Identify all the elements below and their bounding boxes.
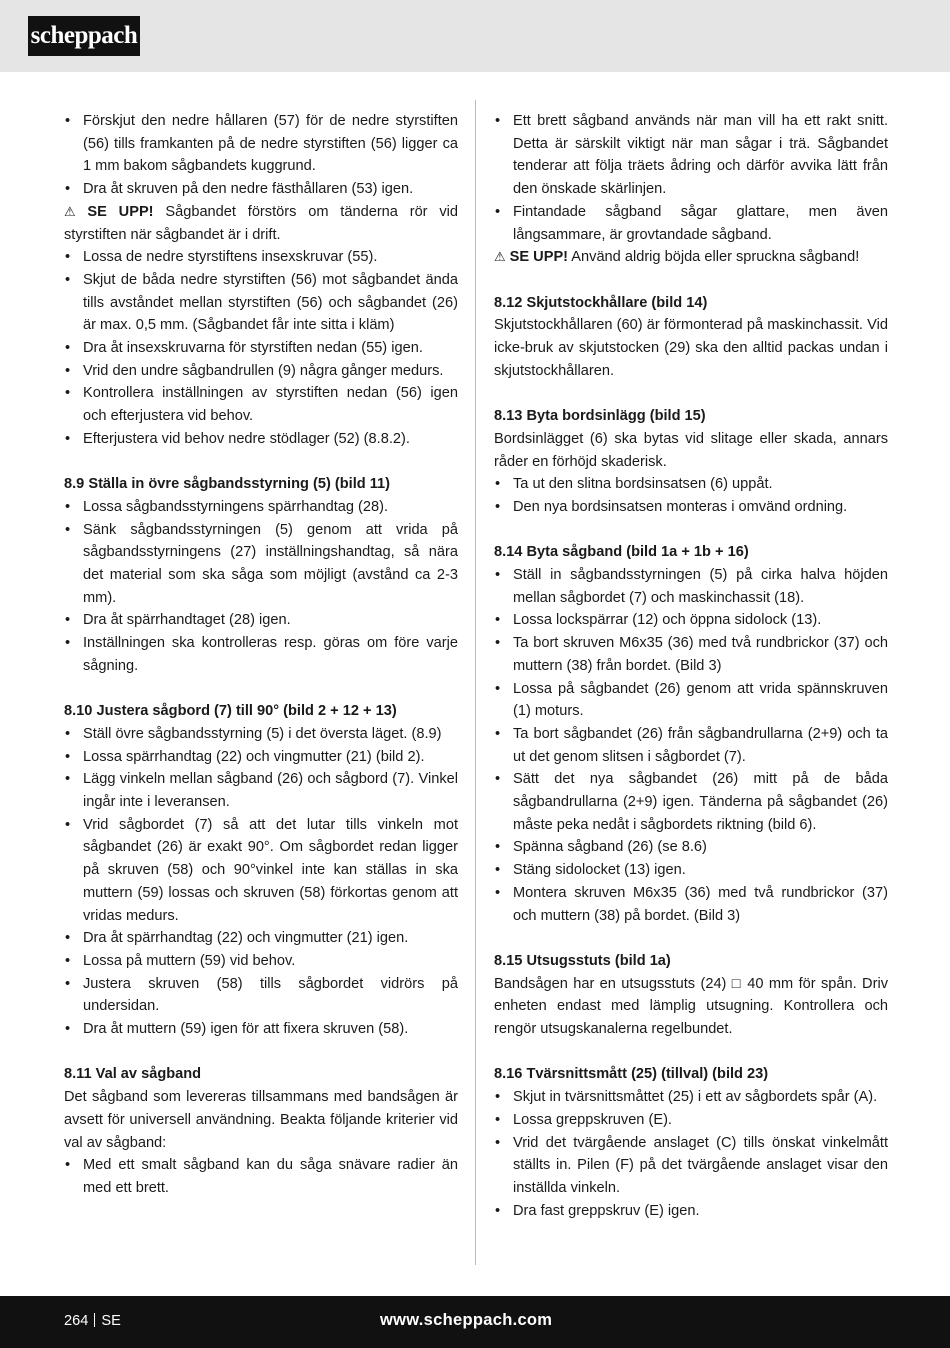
- page-number: 264: [64, 1313, 89, 1329]
- scheppach-logo: scheppach: [28, 16, 140, 56]
- section-heading: 8.16 Tvärsnittsmått (25) (tillval) (bild 23): [494, 1066, 769, 1083]
- list-item: • Dra åt spärrhandtaget (28) igen.: [64, 609, 458, 632]
- list-item: • Dra åt skruven på den nedre fästhållaren (53) igen.: [64, 178, 458, 201]
- list-item: • Efterjustera vid behov nedre stödlager (52) (8.8.2).: [64, 428, 458, 451]
- warning-label: SE UPP!: [87, 203, 154, 220]
- list-item: • Lossa på muttern (59) vid behov.: [64, 950, 458, 973]
- section-paragraph: Det sågband som levereras tillsammans med bandsågen är avsett för universell användning. Beakta följande kriterier vid val av sågband:: [64, 1089, 458, 1151]
- right-column: [494, 110, 888, 1222]
- list-item: • Stäng sidolocket (13) igen.: [494, 859, 888, 882]
- list-item: • Dra åt spärrhandtag (22) och vingmutter (21) igen.: [64, 927, 458, 950]
- list-item: • Lossa sågbandsstyrningens spärrhandtag (28).: [64, 496, 458, 519]
- list-item: • Vrid det tvärgående anslaget (C) tills önskat vinkelmått ställts in. Pilen (F) på det tvärgående anslaget visar den inställda vinkeln.: [494, 1132, 888, 1200]
- list-item: • Förskjut den nedre hållaren (57) för de nedre styrstiften (56) tills framkanten på de nedre styrstiften (56) ligger ca 1 mm bakom sågbandets kuggrund.: [64, 110, 458, 178]
- warning-triangle-icon: ⚠: [64, 203, 84, 219]
- section-heading: 8.13 Byta bordsinlägg (bild 15): [494, 408, 706, 425]
- list-item: • Spänna sågband (26) (se 8.6): [494, 836, 888, 859]
- warning-text: Använd aldrig böjda eller spruckna sågband!: [571, 249, 860, 266]
- list-item: • Lossa lockspärrar (12) och öppna sidolock (13).: [494, 609, 888, 632]
- list-item: • Dra åt insexskruvarna för styrstiften nedan (55) igen.: [64, 337, 458, 360]
- list-item: • Ett brett sågband används när man vill ha ett rakt snitt. Detta är särskilt viktigt när man sågar i trä. Sågbandet tenderar att följa träets ådring och därför avvika lätt från den önskade skärlinjen.: [494, 110, 888, 201]
- language-code: SE: [101, 1313, 121, 1329]
- column-divider: [475, 100, 476, 1265]
- section-paragraph: Bordsinlägget (6) ska bytas vid slitage eller skada, annars råder en förhöjd skaderisk.: [494, 430, 888, 470]
- list-item: • Sätt det nya sågbandet (26) mitt på de båda sågbandrullarna (2+9) igen. Tänderna på sågbandet (26) måste peka nedåt i sågbordets riktning (bild 6).: [494, 768, 888, 836]
- list-item: • Vrid sågbordet (7) så att det lutar tills vinkeln mot sågbandet (26) är exakt 90°. Om sågbordet redan ligger på skruven (58) och 90°vinkel inte kan ställas in ska muttern (59) lossas och skruven (58) förkortas genom att vridas medurs.: [64, 814, 458, 928]
- warning-paragraph: [64, 201, 458, 246]
- warning-label: SE UPP!: [509, 249, 569, 266]
- list-item: • Lossa spärrhandtag (22) och vingmutter (21) (bild 2).: [64, 746, 458, 769]
- list-item: • Sänk sågbandsstyrningen (5) genom att vrida på sågbandsstyrningens (27) inställningshandtag, så nära det material som ska såga som möjligt (avstånd ca 2-3 mm).: [64, 519, 458, 610]
- list-item: • Ställ övre sågbandsstyrning (5) i det översta läget. (8.9): [64, 723, 458, 746]
- section-heading: 8.15 Utsugsstuts (bild 1a): [494, 952, 671, 969]
- list-item: • Den nya bordsinsatsen monteras i omvänd ordning.: [494, 496, 888, 519]
- warning-paragraph: [494, 246, 888, 269]
- list-item: • Lossa på sågbandet (26) genom att vrida spännskruven (1) moturs.: [494, 678, 888, 723]
- list-item: • Dra fast greppskruv (E) igen.: [494, 1200, 888, 1223]
- section-heading: 8.12 Skjutstockhållare (bild 14): [494, 294, 708, 311]
- section-heading: 8.10 Justera sågbord (7) till 90° (bild 2 + 12 + 13): [64, 703, 397, 720]
- list-item: • Skjut in tvärsnittsmåttet (25) i ett av sågbordets spår (A).: [494, 1086, 888, 1109]
- page-separator: [94, 1313, 95, 1327]
- section-heading: 8.14 Byta sågband (bild 1a + 1b + 16): [494, 544, 749, 561]
- warning-triangle-icon: ⚠: [494, 249, 506, 265]
- list-item: • Skjut de båda nedre styrstiften (56) mot sågbandet ända tills avståndet mellan styrstiften (56) och sågbandet (26) är max. 0,5 mm. (Sågbandet får inte sitta i kläm): [64, 269, 458, 337]
- list-item: • Lossa greppskruven (E).: [494, 1109, 888, 1132]
- list-item: • Ta bort skruven M6x35 (36) med två rundbrickor (37) och muttern (38) från bordet. (Bild 3): [494, 632, 888, 677]
- page-number-label: [64, 1310, 121, 1332]
- section-heading: 8.11 Val av sågband: [64, 1066, 202, 1083]
- list-item: • Lägg vinkeln mellan sågband (26) och sågbord (7). Vinkel ingår inte i leveransen.: [64, 768, 458, 813]
- list-item: • Lossa de nedre styrstiftens insexskruvar (55).: [64, 246, 458, 269]
- list-item: • Montera skruven M6x35 (36) med två rundbrickor (37) och muttern (38) på bordet. (Bild 3): [494, 882, 888, 927]
- list-item: • Ställ in sågbandsstyrningen (5) på cirka halva höjden mellan sågbordet (7) och maskinchassit (18).: [494, 564, 888, 609]
- section-paragraph: Bandsågen har en utsugsstuts (24) □ 40 mm för spån. Driv enheten endast med lämplig utsugning. Kontrollera och rengör utsugskanalerna regelbundet.: [494, 975, 888, 1038]
- list-item: • Dra åt muttern (59) igen för att fixera skruven (58).: [64, 1018, 458, 1041]
- website-link[interactable]: www.scheppach.com: [380, 1311, 553, 1329]
- left-column: [64, 110, 458, 1200]
- list-item: • Vrid den undre sågbandrullen (9) några gånger medurs.: [64, 360, 458, 383]
- section-heading: 8.9 Ställa in övre sågbandsstyrning (5) (bild 11): [64, 476, 391, 493]
- list-item: • Ta bort sågbandet (26) från sågbandrullarna (2+9) och ta ut det genom slitsen i sågbordet (7).: [494, 723, 888, 768]
- warning-text: Sågbandet förstörs om tänderna rör vid styrstiften när sågbandet är i drift.: [64, 203, 458, 243]
- page-header: [0, 0, 950, 72]
- list-item: • Kontrollera inställningen av styrstiften nedan (56) igen och efterjustera vid behov.: [64, 382, 458, 427]
- list-item: • Fintandade sågband sågar glattare, men även långsammare, är grovtandade sågband.: [494, 201, 888, 246]
- page-footer: [0, 1296, 950, 1348]
- section-paragraph: Skjutstockhållaren (60) är förmonterad på maskinchassit. Vid icke-bruk av skjutstocken (29) ska den alltid packas undan i skjutstockhållaren.: [494, 317, 888, 379]
- list-item: • Inställningen ska kontrolleras resp. göras om före varje sågning.: [64, 632, 458, 677]
- list-item: • Med ett smalt sågband kan du såga snävare radier än med ett brett.: [64, 1154, 458, 1199]
- list-item: • Ta ut den slitna bordsinsatsen (6) uppåt.: [494, 473, 888, 496]
- list-item: • Justera skruven (58) tills sågbordet vidrörs på undersidan.: [64, 973, 458, 1018]
